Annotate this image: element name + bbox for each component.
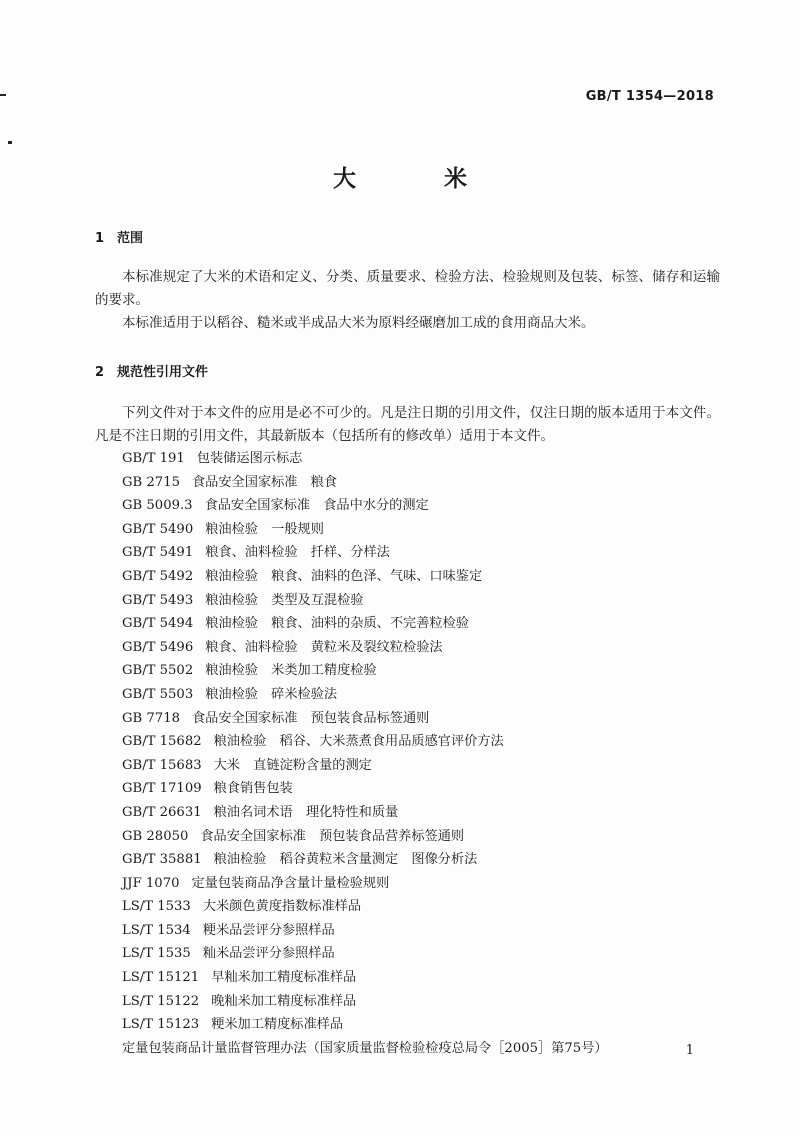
- reference-code: LS/T 1535: [122, 946, 191, 962]
- section-1-paragraph: 本标准适用于以稻谷、糙米或半成品大米为原料经碾磨加工成的食用商品大米。: [122, 315, 595, 331]
- reference-item: [122, 801, 608, 825]
- reference-code: GB/T 17109: [122, 781, 202, 797]
- reference-item: [122, 518, 608, 542]
- reference-item: [122, 1013, 608, 1037]
- reference-code: GB/T 35881: [122, 852, 202, 868]
- reference-title: 食品安全国家标准 粮食: [191, 474, 338, 490]
- reference-title: 大米 直链淀粉含量的测定: [213, 757, 372, 773]
- reference-title: 粮油检验 米类加工精度检验: [205, 663, 377, 679]
- reference-code: LS/T 15122: [122, 993, 200, 1009]
- reference-title: 定量包装商品计量监督管理办法（国家质量监督检验检疫总局令［2005］第75号）: [122, 1040, 608, 1056]
- reference-code: LS/T 1534: [122, 922, 191, 938]
- reference-code: LS/T 1533: [122, 899, 191, 915]
- reference-title: 粮油名词术语 理化特性和质量: [213, 804, 399, 820]
- reference-code: GB/T 5496: [122, 639, 194, 655]
- scan-edge-mark: [8, 141, 12, 144]
- reference-title: 粮油检验 稻谷、大米蒸煮食用品质感官评价方法: [213, 734, 504, 750]
- reference-code: GB/T 5502: [122, 663, 194, 679]
- reference-code: GB/T 15682: [122, 734, 202, 750]
- reference-item: [122, 966, 608, 990]
- scan-edge-mark: [0, 94, 6, 96]
- reference-item: [122, 683, 608, 707]
- reference-code: GB/T 5491: [122, 545, 194, 561]
- reference-title: 粮油检验 稻谷黄粒米含量测定 图像分析法: [213, 852, 478, 868]
- reference-title: 粮油检验 一般规则: [205, 521, 324, 537]
- reference-item: [122, 589, 608, 613]
- reference-item: [122, 942, 608, 966]
- page-number: 1: [685, 1043, 694, 1058]
- reference-code: GB/T 5490: [122, 521, 194, 537]
- reference-code: LS/T 15123: [122, 1017, 200, 1033]
- section-1-title: 范围: [117, 231, 144, 246]
- reference-code: GB/T 191: [122, 451, 185, 466]
- reference-item: [122, 990, 608, 1014]
- reference-code: GB/T 5492: [122, 568, 194, 584]
- reference-title: 定量包装商品净含量计量检验规则: [191, 875, 390, 891]
- reference-title: 食品安全国家标准 预包装食品营养标签通则: [200, 828, 465, 844]
- reference-title: 粳米加工精度标准样品: [211, 1017, 344, 1033]
- reference-code: JJF 1070: [122, 875, 180, 891]
- reference-item: [122, 872, 608, 896]
- reference-item: [122, 919, 608, 943]
- section-2-intro: 下列文件对于本文件的应用是必不可少的。凡是注日期的引用文件，仅注日期的版本适用于本文件。凡是不注日期的引用文件，其最新版本（包括所有的修改单）适用于本文件。: [95, 405, 720, 444]
- reference-code: GB/T 15683: [122, 757, 202, 773]
- reference-item: [122, 447, 608, 471]
- reference-title: 粮油检验 粮食、油料的色泽、气味、口味鉴定: [205, 568, 483, 584]
- reference-item: [122, 777, 608, 801]
- reference-item: [122, 494, 608, 518]
- section-2-number: 2: [95, 365, 105, 380]
- reference-title: 粮油检验 粮食、油料的杂质、不完善粒检验: [205, 616, 469, 632]
- reference-code: GB/T 5494: [122, 616, 194, 632]
- section-1-heading: [95, 227, 143, 246]
- reference-title: 粳米品尝评分参照样品: [202, 922, 335, 938]
- reference-title: 食品安全国家标准 食品中水分的测定: [204, 498, 429, 514]
- reference-code: GB 28050: [122, 828, 189, 844]
- reference-title: 早籼米加工精度标准样品: [211, 970, 357, 986]
- section-1-number: 1: [95, 231, 105, 246]
- reference-item: [122, 825, 608, 849]
- reference-code: GB 7718: [122, 710, 180, 726]
- reference-title: 粮油检验 碎米检验法: [205, 686, 338, 702]
- reference-code: GB 5009.3: [122, 498, 193, 514]
- reference-item: [122, 636, 608, 660]
- reference-title: 包装储运图示标志: [196, 451, 303, 466]
- reference-code: GB 2715: [122, 474, 180, 490]
- reference-item: [122, 730, 608, 754]
- section-2-title: 规范性引用文件: [117, 365, 209, 380]
- document-title: 大 米: [332, 166, 507, 192]
- reference-item: [122, 895, 608, 919]
- reference-title: 食品安全国家标准 预包装食品标签通则: [191, 710, 430, 726]
- reference-item: [122, 565, 608, 589]
- reference-title: 粮食、油料检验 黄粒米及裂纹粒检验法: [205, 639, 443, 655]
- reference-item: [122, 541, 608, 565]
- reference-item: [122, 471, 608, 495]
- reference-title: 粮油检验 类型及互混检验: [205, 592, 364, 608]
- reference-code: LS/T 15121: [122, 970, 200, 986]
- reference-title: 大米颜色黄度指数标准样品: [202, 899, 362, 915]
- reference-title: 粮食、油料检验 扦样、分样法: [205, 545, 390, 561]
- reference-code: GB/T 5493: [122, 592, 194, 608]
- reference-item: [122, 659, 608, 683]
- reference-title: 粮食销售包装: [213, 781, 293, 797]
- standard-number: GB/T 1354—2018: [585, 89, 714, 104]
- section-1-paragraph: 本标准规定了大米的术语和定义、分类、质量要求、检验方法、检验规则及包装、标签、储存和运输的要求。: [95, 269, 720, 308]
- section-2-heading: [95, 361, 208, 380]
- reference-item: [122, 754, 608, 778]
- reference-item: [122, 612, 608, 636]
- reference-code: GB/T 26631: [122, 804, 202, 820]
- reference-item: [122, 1037, 608, 1061]
- reference-title: 晚籼米加工精度标准样品: [211, 993, 357, 1009]
- reference-code: GB/T 5503: [122, 686, 194, 702]
- reference-list: [122, 447, 608, 1060]
- reference-item: [122, 848, 608, 872]
- reference-title: 籼米品尝评分参照样品: [202, 946, 335, 962]
- reference-item: [122, 707, 608, 731]
